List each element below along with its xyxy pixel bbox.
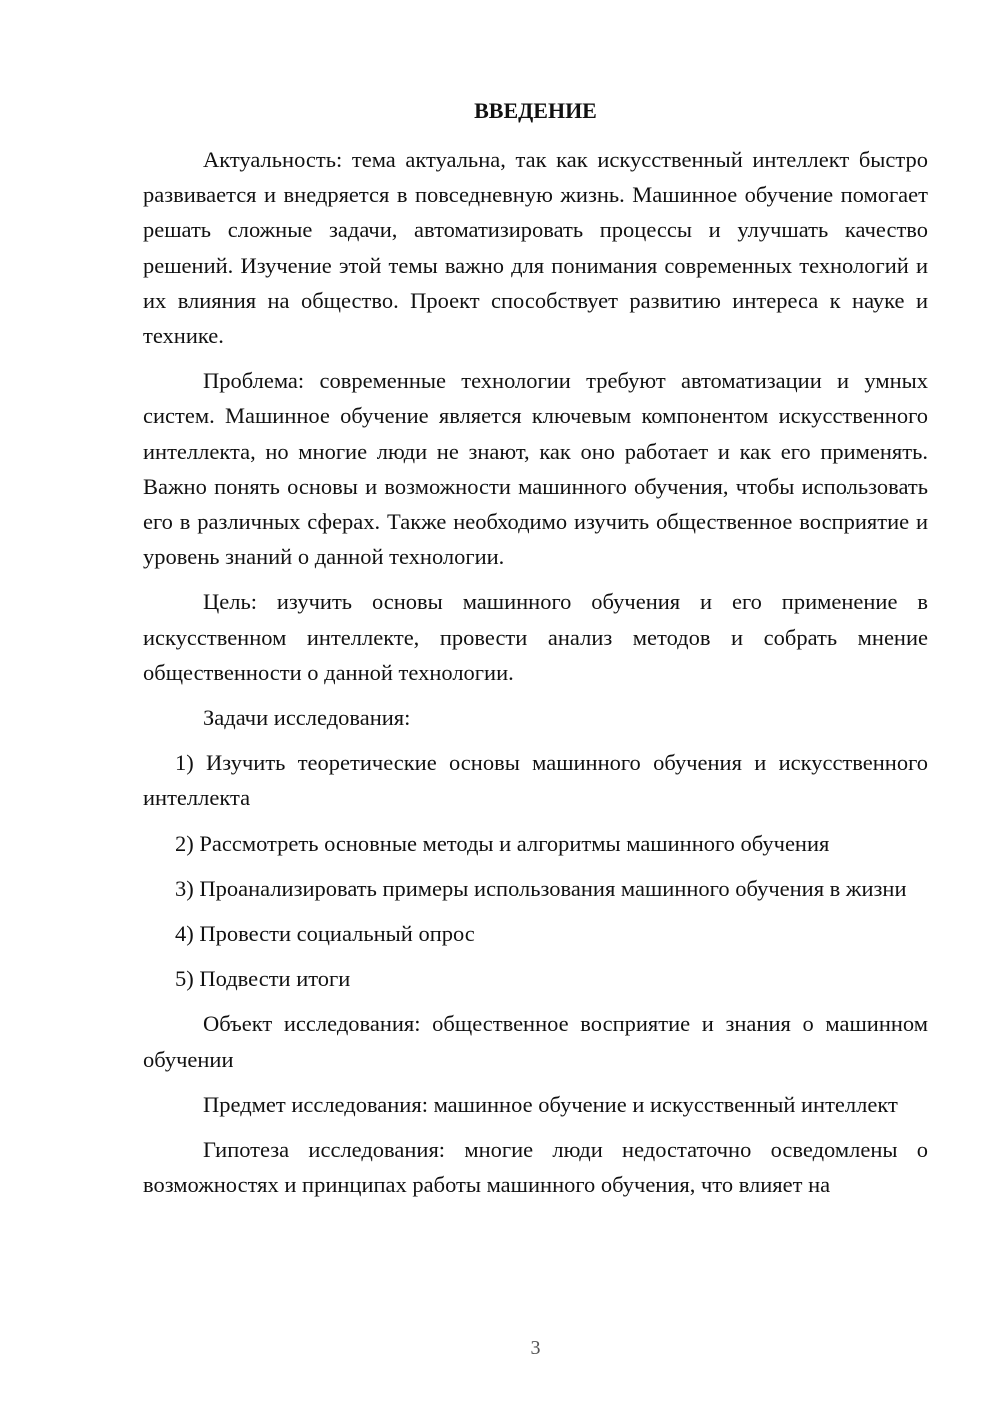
paragraph-subject: Предмет исследования: машинное обучение и искусственный интеллект: [203, 1091, 898, 1117]
task-item: 4) Провести социальный опрос: [175, 921, 475, 947]
paragraph-hypothesis: Гипотеза исследования: многие люди недостаточно осведомлены о возможностях и принципах работы машинного обучения, что влияет на: [143, 1137, 928, 1198]
page-title: ВВЕДЕНИЕ: [474, 98, 597, 123]
paragraph-object: Объект исследования: общественное восприятие и знания о машинном обучении: [143, 1011, 928, 1072]
paragraph-relevance: Актуальность: тема актуальна, так как искусственный интеллект быстро развивается и внедряется в повседневную жизнь. Машинное обучение помогает решать сложные задачи, автоматизировать процессы и улучшать качество решений. Изучение этой темы важно для понимания современных технологий и их влияния на общество. Проект способствует развитию интереса к науке и технике.: [143, 147, 928, 349]
task-item: 5) Подвести итоги: [175, 966, 351, 992]
task-item: 2) Рассмотреть основные методы и алгоритмы машинного обучения: [175, 830, 830, 856]
document-page: [143, 0, 928, 1414]
task-item: 3) Проанализировать примеры использования машинного обучения в жизни: [175, 875, 907, 901]
task-item: 1) Изучить теоретические основы машинного обучения и искусственного интеллекта: [143, 750, 928, 811]
document-body: [143, 142, 928, 1202]
page-number: 3: [530, 1337, 541, 1359]
paragraph-problem: Проблема: современные технологии требуют автоматизации и умных систем. Машинное обучение является ключевым компонентом искусственного интеллекта, но многие люди не знают, как оно работает и как его применять. Важно понять основы и возможности машинного обучения, чтобы использовать его в различных сферах. Также необходимо изучить общественное восприятие и уровень знаний о данной технологии.: [143, 368, 928, 570]
paragraph-tasks-heading: Задачи исследования:: [203, 705, 411, 731]
paragraph-goal: Цель: изучить основы машинного обучения и его применение в искусственном интеллекте, провести анализ методов и собрать мнение общественности о данной технологии.: [143, 589, 928, 685]
